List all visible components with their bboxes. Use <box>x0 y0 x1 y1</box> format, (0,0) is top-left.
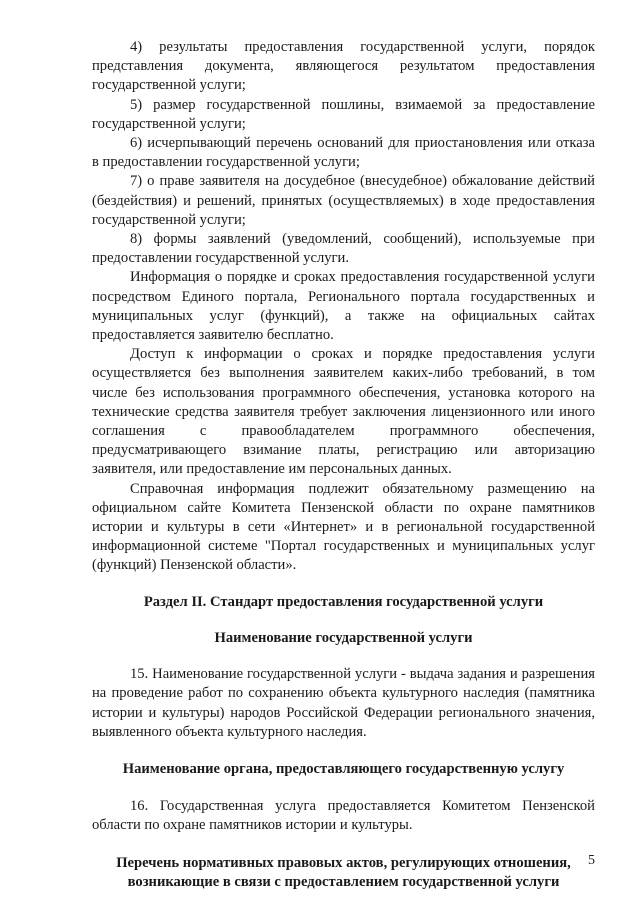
section-heading: Раздел II. Стандарт предоставления государственной услуги <box>143 593 544 610</box>
list-item-refusal-grounds: 6) исчерпывающий перечень оснований для приостановления или отказа в предоставлении государственной услуги; <box>92 135 595 171</box>
paragraph-reference-information: Справочная информация подлежит обязательному размещению на официальном сайте Комитета Пензенской области по охране памятников истории и культуры в сети «Интернет» и в региональной государственной информационной системе "Портал государственных и муниципальных услуг (функций) Пензенской области». <box>92 480 595 574</box>
paragraph-15: 15. Наименование государственной услуги - выдача задания и разрешения на проведение работ по сохранению объекта культурного наследия (памятника истории и культуры) народов Российской Федерации регионального значения, выявленного объекта культурного наследия. <box>92 666 595 740</box>
list-item-appeal-right: 7) о праве заявителя на досудебное (внесудебное) обжалование действий (бездействия) и решений, принятых (осуществляемых) в ходе предоставления государственной услуги; <box>92 173 595 228</box>
list-item-application-forms: 8) формы заявлений (уведомлений, сообщений), используемые при предоставлении государственной услуги. <box>92 231 595 267</box>
document-page <box>92 38 595 892</box>
list-item-results: 4) результаты предоставления государственной услуги, порядок представления документа, являющегося результатом предоставления государственной услуги; <box>92 39 595 94</box>
list-item-state-fee: 5) размер государственной пошлины, взимаемой за предоставление государственной услуги; <box>92 96 595 132</box>
page-number: 5 <box>588 853 595 868</box>
paragraph-access-to-information: Доступ к информации о сроках и порядке предоставления услуги осуществляется без выполнения заявителем каких-либо требований, в том числе без использования программного обеспечения, установка которого на технические средства заявителя требует заключения лицензионного или иного соглашения с правообладателем программного обеспечения, предусматривающего взимание платы, регистрацию или авторизацию заявителя, или предоставление им персональных данных. <box>92 346 595 478</box>
paragraph-free-information: Информация о порядке и сроках предоставления государственной услуги посредством Единого портала, Регионального портала государственных и муниципальных услуг (функций), а также на официальных сайтах предоставляется заявителю бесплатно. <box>92 269 595 344</box>
service-name-heading: Наименование государственной услуги <box>214 629 473 646</box>
organ-heading: Наименование органа, предоставляющего государственную услугу <box>122 760 565 777</box>
legal-acts-heading: Перечень нормативных правовых актов, регулирующих отношения, возникающие в связи с предоставлением государственной услуги <box>116 854 571 890</box>
paragraph-16: 16. Государственная услуга предоставляется Комитетом Пензенской области по охране памятников истории и культуры. <box>92 798 595 834</box>
